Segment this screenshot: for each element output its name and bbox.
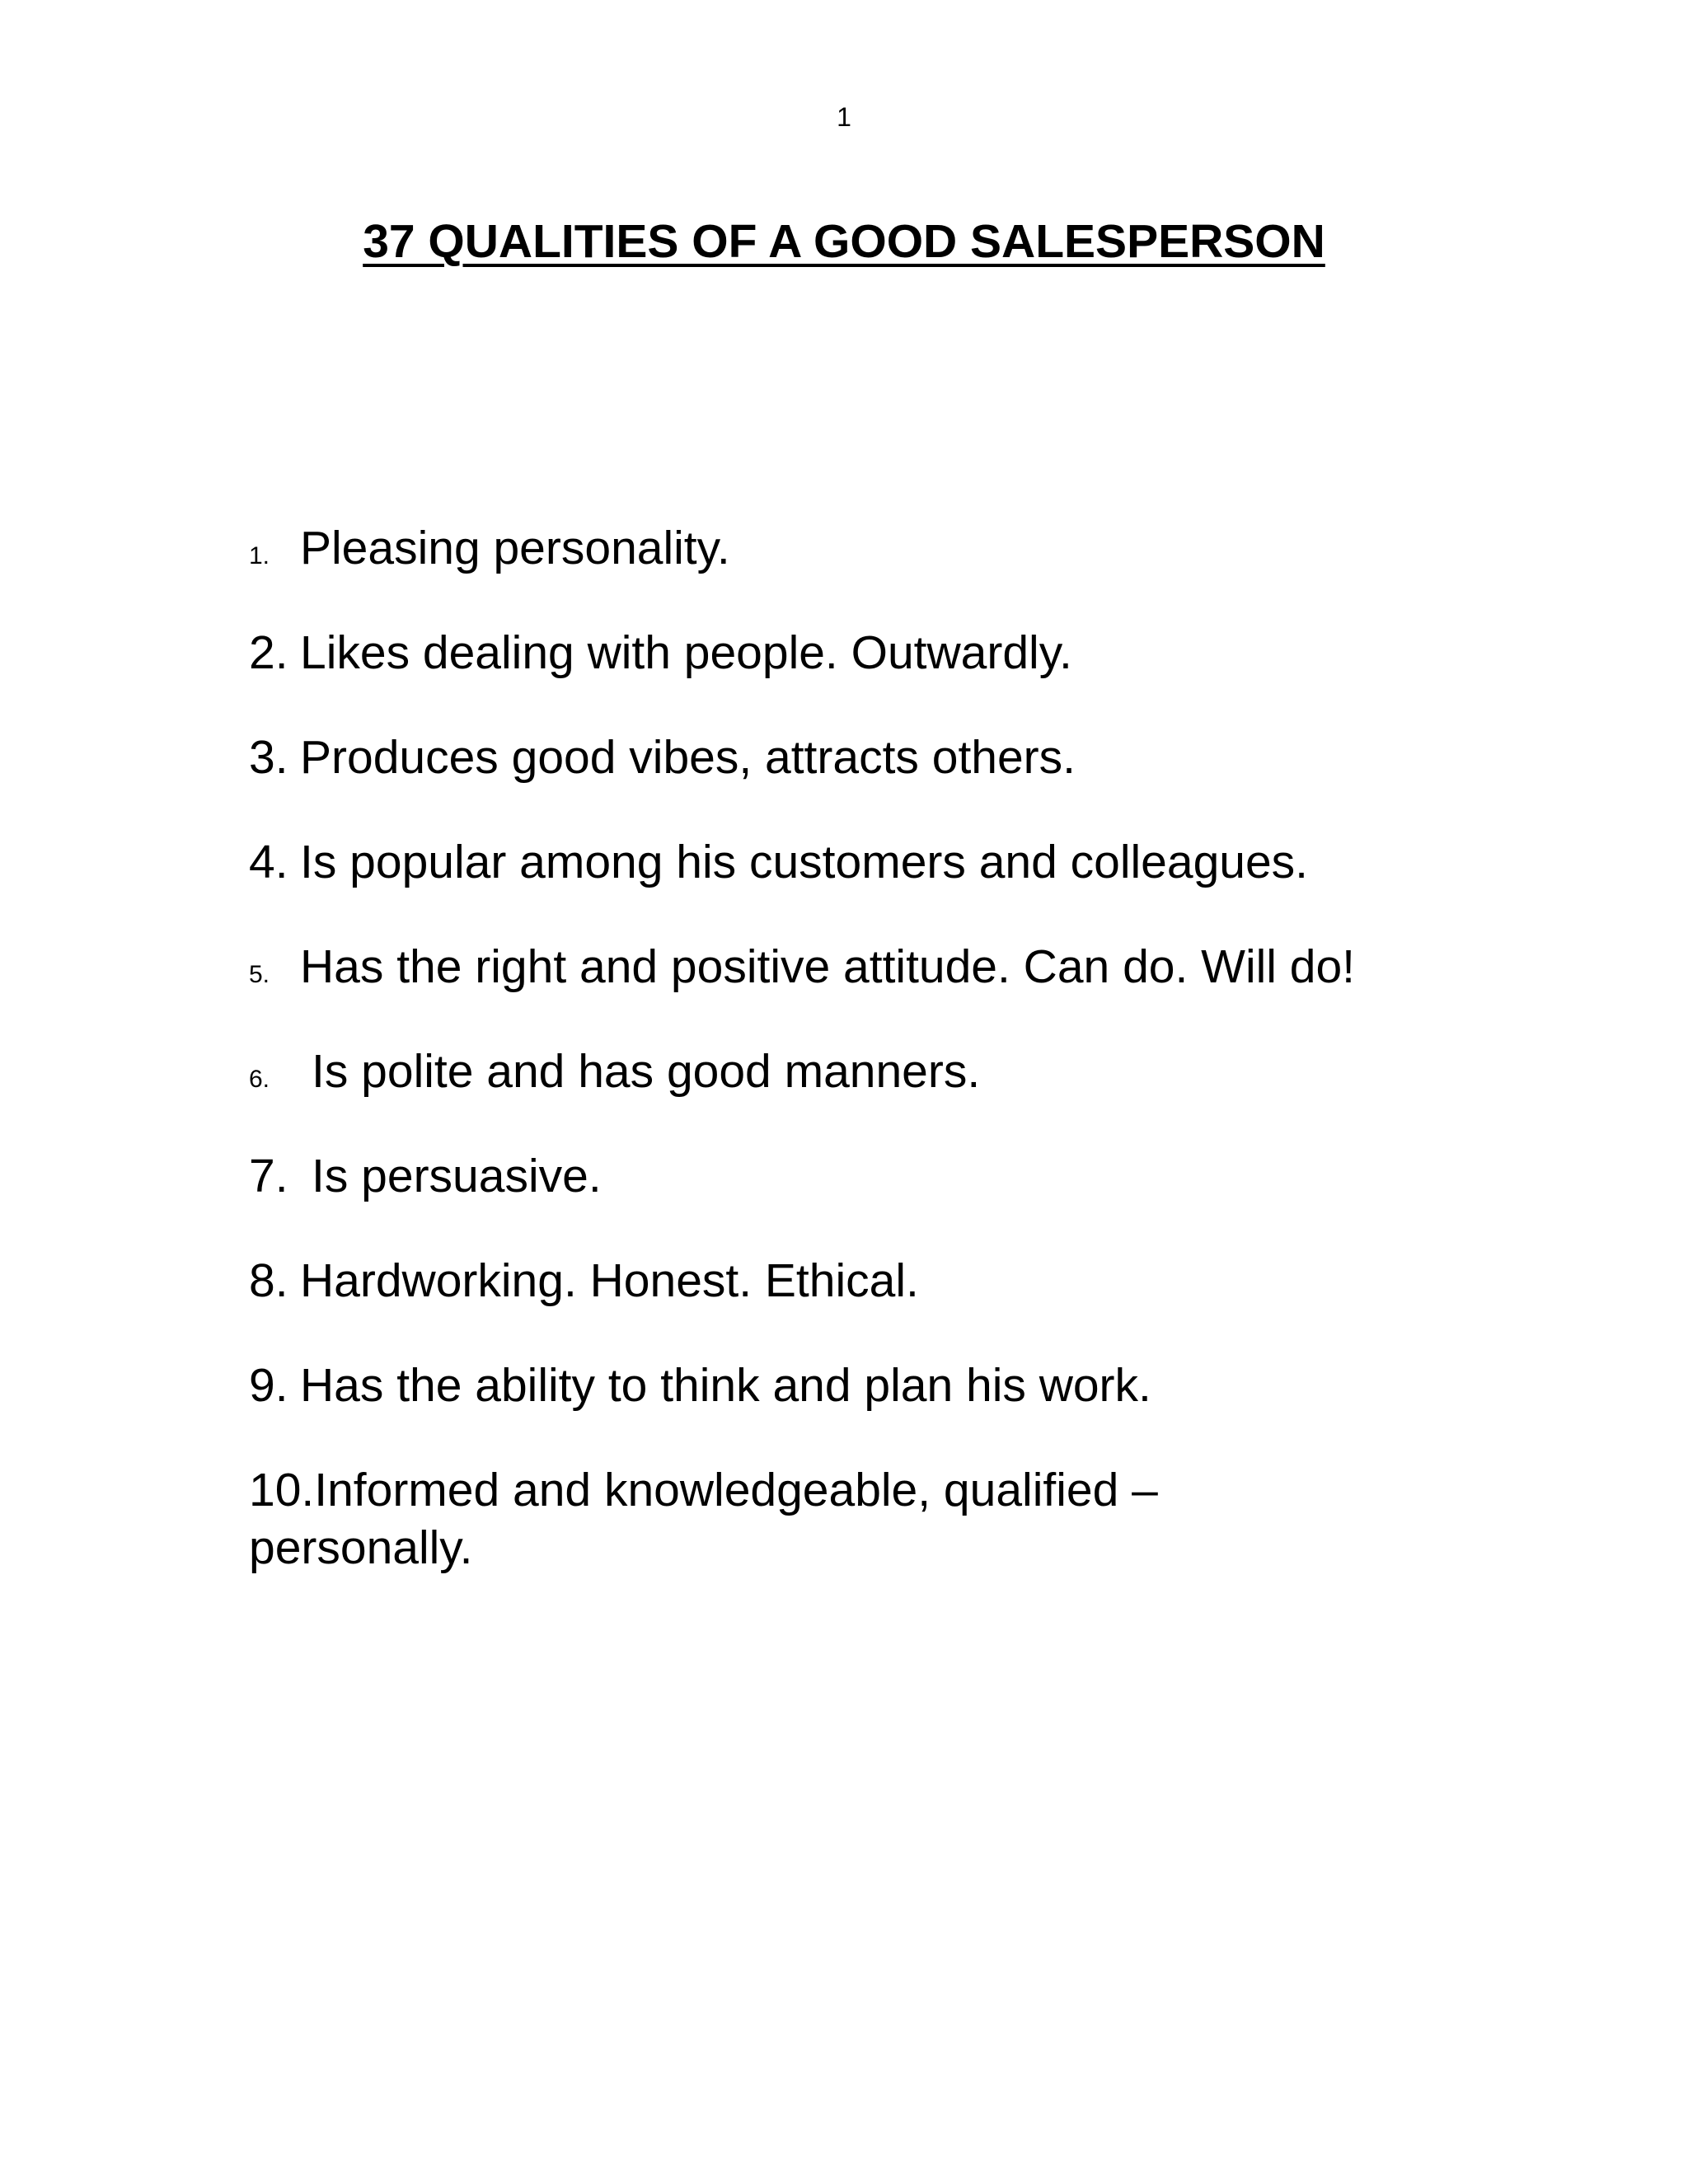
list-item-text: Pleasing personality. — [300, 522, 730, 574]
list-item-number: 6. — [249, 1066, 270, 1093]
list-item-number: 8. — [249, 1254, 288, 1307]
list-item-number: 9. — [249, 1359, 288, 1412]
list-item — [249, 1252, 1485, 1310]
page-title: 37 QUALITIES OF A GOOD SALESPERSON — [363, 215, 1325, 268]
list-item-text: Is persuasive. — [312, 1150, 602, 1202]
list-item-text: Hardworking. Honest. Ethical. — [300, 1254, 919, 1307]
qualities-list — [249, 519, 1485, 1624]
list-item-number: 5. — [249, 961, 270, 988]
list-item — [249, 938, 1485, 996]
list-item-number: 4. — [249, 836, 288, 888]
list-item — [249, 729, 1485, 786]
list-item — [249, 1357, 1485, 1414]
list-item — [249, 519, 1485, 577]
list-item-text: Has the right and positive attitude. Can do. Will do! — [300, 940, 1356, 993]
list-item-number: 3. — [249, 731, 288, 784]
list-item-text: Informed and knowledgeable, qualified – personally. — [249, 1464, 1158, 1574]
list-item-text: Has the ability to think and plan his work. — [300, 1359, 1151, 1412]
list-item — [249, 1147, 1485, 1205]
list-item-text: Likes dealing with people. Outwardly. — [300, 626, 1072, 679]
list-item-number: 10. — [249, 1464, 315, 1516]
list-item — [249, 1461, 1279, 1577]
page-number: 1 — [837, 102, 851, 132]
list-item-text: Produces good vibes, attracts others. — [300, 731, 1076, 784]
list-item — [249, 1043, 1485, 1100]
list-item-number: 1. — [249, 542, 270, 569]
list-item-number: 2. — [249, 626, 288, 679]
list-item-number: 7. — [249, 1150, 288, 1202]
list-item-text: Is popular among his customers and colleagues. — [300, 836, 1309, 888]
list-item-text: Is polite and has good manners. — [312, 1045, 981, 1098]
list-item — [249, 624, 1485, 682]
list-item — [249, 833, 1485, 891]
